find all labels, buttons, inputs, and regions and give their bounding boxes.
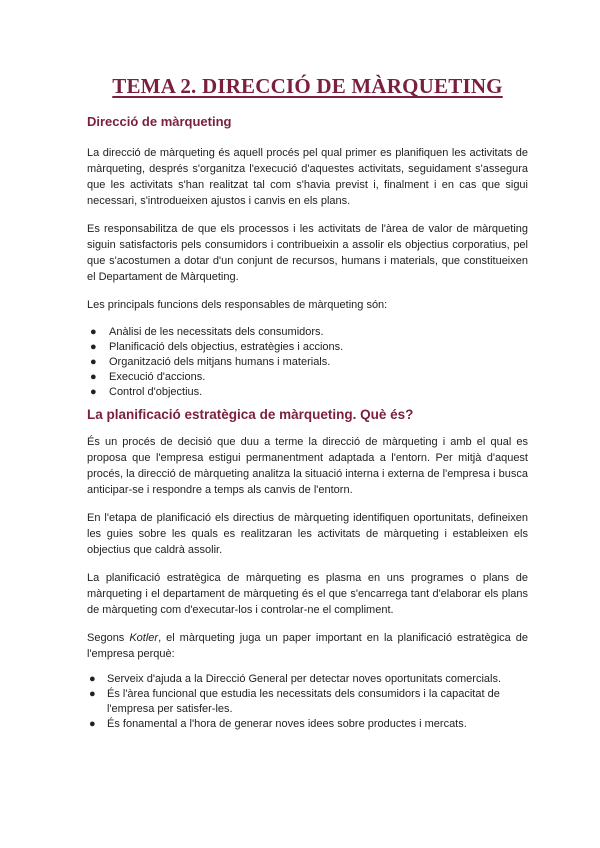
section-heading-planificacio: La planificació estratègica de màrqueting. Què és? <box>87 407 414 422</box>
functions-list <box>87 325 528 400</box>
list-item <box>87 687 528 717</box>
kotler-reasons-list <box>87 672 528 732</box>
list-item-text: És l'àrea funcional que estudia les necessitats dels consumidors i la capacitat de l'empresa per satisfer-les. <box>107 688 500 715</box>
document-title: TEMA 2. DIRECCIÓ DE MÀRQUETING <box>112 74 503 98</box>
section-heading-direccio: Direcció de màrqueting <box>87 114 232 129</box>
paragraph: La direcció de màrqueting és aquell procés pel qual primer es planifiquen les activitats de màrqueting, després s'organitza l'execució d'aquestes activitats, seguidament s'assegura que les activitats s'han realitzat tal com s'havia previst i, finalment i en cas que sigui necessari, s'introdueixen ajustos i canvis en els plans. <box>87 147 528 207</box>
list-item-text: Execució d'accions. <box>109 371 206 383</box>
list-item-text: Planificació dels objectius, estratègies i accions. <box>109 341 344 353</box>
paragraph-kotler <box>87 630 528 662</box>
list-item <box>87 370 528 385</box>
paragraph: La planificació estratègica de màrqueting es plasma en uns programes o plans de màrqueting i el departament de màrqueting és el que s'encarrega tant d'elaborar els plans de màrqueting com d'executar-los i controlar-ne el compliment. <box>87 572 528 616</box>
bullet-icon: ● <box>89 673 96 685</box>
bullet-icon: ● <box>90 371 97 383</box>
paragraph: És un procés de decisió que duu a terme la direcció de màrqueting i amb el qual es proposa que l'empresa estigui permanentment adaptada a l'entorn. Per mitjà d'aquest procés, la direcció de màrqueting analitza la situació interna i externa de l'empresa i busca anticipar-se i respondre a temps als canvis de l'entorn. <box>87 436 528 496</box>
author-name: Kotler <box>129 632 159 644</box>
text-run: Segons <box>87 632 130 644</box>
list-item-text: Serveix d'ajuda a la Direcció General per detectar noves oportunitats comercials. <box>107 673 502 685</box>
paragraph: Les principals funcions dels responsables de màrqueting són: <box>87 299 388 311</box>
list-item <box>87 355 528 370</box>
list-item <box>87 672 528 687</box>
list-item-text: Organització dels mitjans humans i materials. <box>109 356 331 368</box>
paragraph: Es responsabilitza de que els processos i les activitats de l'àrea de valor de màrqueting siguin satisfactoris pels consumidors i contribueixin a assolir els objectius corporatius, pel que s'acostumen a dotar d'un conjunt de recursos, humans i materials, que constitueixen el Departament de Màrqueting. <box>87 223 528 283</box>
bullet-icon: ● <box>90 341 97 353</box>
bullet-icon: ● <box>90 356 97 368</box>
bullet-icon: ● <box>89 718 96 730</box>
list-item-text: És fonamental a l'hora de generar noves idees sobre productes i mercats. <box>107 718 467 730</box>
bullet-icon: ● <box>89 688 96 700</box>
list-item <box>87 385 528 400</box>
bullet-icon: ● <box>90 326 97 338</box>
list-item-text: Control d'objectius. <box>109 386 203 398</box>
text-run: , el màrqueting juga un paper important en la planificació estratègica de l'empresa perquè: <box>87 632 528 660</box>
bullet-icon: ● <box>90 386 97 398</box>
list-item <box>87 717 528 732</box>
list-item <box>87 340 528 355</box>
paragraph: En l'etapa de planificació els directius de màrqueting identifiquen oportunitats, defineixen les guies sobre les quals es realitzaran les activitats de màrqueting i estableixen els objectius que caldrà assolir. <box>87 512 528 556</box>
list-item-text: Anàlisi de les necessitats dels consumidors. <box>109 326 324 338</box>
list-item <box>87 325 528 340</box>
